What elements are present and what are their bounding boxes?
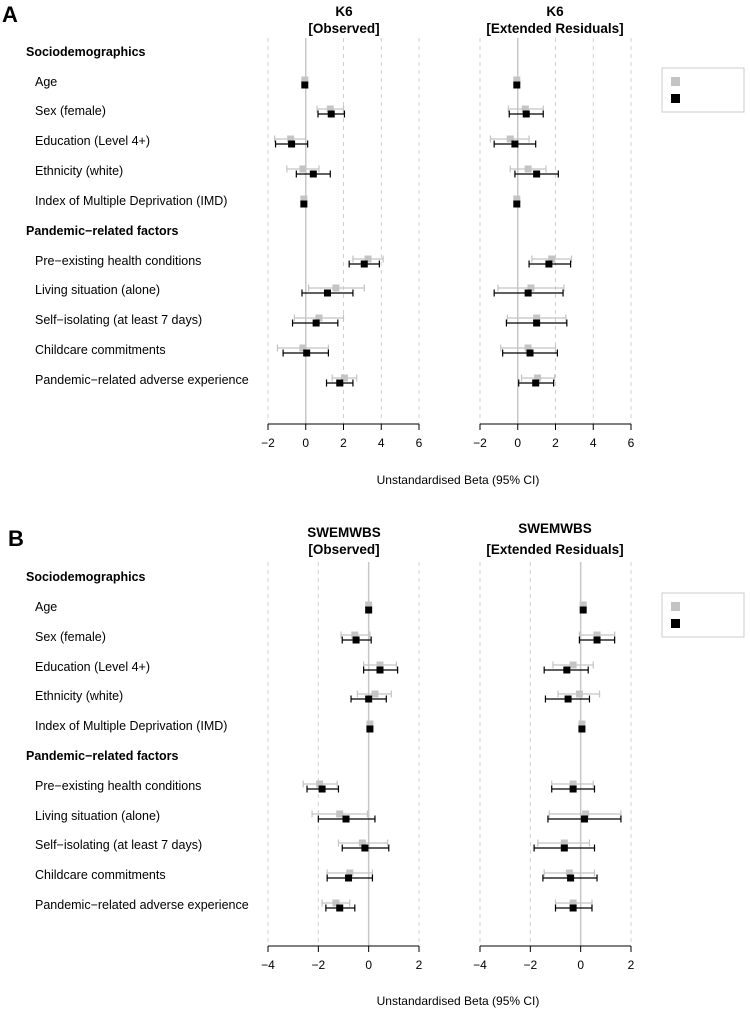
panel-b-row-label: Index of Multiple Deprivation (IMD) (35, 719, 228, 733)
panel-a-left-title-line1: K6 (335, 4, 353, 19)
panel-b-group-header-pandemic: Pandemic−related factors (26, 749, 179, 763)
panel-b-point-adjusted (343, 816, 350, 823)
panel-b-x-tick-label: 2 (627, 958, 635, 972)
panel-a-letter: A (2, 2, 18, 27)
panel-b-point-adjusted (561, 845, 568, 852)
panel-b-point-adjusted (353, 637, 360, 644)
panel-a-legend-swatch-adjusted (671, 94, 680, 103)
panel-a-x-tick-label: 6 (415, 436, 423, 450)
panel-b-left-title-line1: SWEMWBS (307, 525, 381, 540)
panel-b-point-adjusted (570, 786, 577, 793)
panel-a-point-adjusted (328, 111, 335, 118)
panel-b-point-adjusted (563, 667, 570, 674)
panel-b-row-label: Childcare commitments (35, 868, 166, 882)
panel-b-row-label: Self−isolating (at least 7 days) (35, 838, 203, 852)
panel-b-row-label: Living situation (alone) (35, 809, 161, 823)
panel-b-row-label: Pandemic−related adverse experience (35, 898, 249, 912)
panel-a-legend-box (662, 68, 744, 112)
panel-b-x-tick-label: −2 (523, 958, 538, 972)
panel-a-point-adjusted (533, 320, 540, 327)
panel-b-point-adjusted (365, 696, 372, 703)
panel-a-point-adjusted (324, 290, 331, 297)
panel-b-plot-observed (261, 562, 423, 972)
panel-a-point-adjusted (527, 350, 534, 357)
panel-a-xlabel: Unstandardised Beta (95% CI) (376, 473, 540, 487)
panel-a-x-tick-label: −2 (261, 436, 275, 450)
panel-a-point-adjusted (361, 261, 368, 268)
panel-a-legend-swatch-unadjusted (671, 77, 680, 86)
panel-b-row-label: Pre−existing health conditions (35, 779, 202, 793)
panel-b-point-adjusted (365, 607, 372, 614)
panel-a-point-adjusted (336, 380, 343, 387)
panel-a-point-adjusted (533, 171, 540, 178)
panel-b-row-label: Education (Level 4+) (35, 660, 151, 674)
panel-b-x-tick-label: −2 (311, 958, 326, 972)
panel-a-point-adjusted (288, 141, 295, 148)
panel-b-point-adjusted (376, 667, 383, 674)
panel-b-row-label: Ethnicity (white) (35, 689, 124, 703)
panel-a-left-title-line2: [Observed] (308, 21, 380, 36)
panel-a-right-title-line2: [Extended Residuals] (486, 21, 624, 36)
panel-a-point-unadjusted (525, 166, 532, 173)
panel-b-point-adjusted (361, 845, 368, 852)
panel-a-x-tick-label: 4 (589, 436, 597, 450)
panel-b-right-title-line1: SWEMWBS (518, 521, 592, 536)
panel-b-plot-extended-residuals (473, 562, 635, 972)
panel-a-point-adjusted (301, 82, 308, 89)
panel-b-point-unadjusted (336, 811, 343, 818)
panel-a-point-adjusted (532, 380, 539, 387)
panel-b-point-unadjusted (576, 691, 583, 698)
panel-a-point-adjusted (513, 201, 520, 208)
panel-a-plot-observed (261, 38, 423, 450)
panel-a-point-adjusted (525, 290, 532, 297)
panel-b-point-adjusted (567, 875, 574, 882)
panel-a-row-label: Index of Multiple Deprivation (IMD) (35, 194, 228, 208)
panel-a-point-unadjusted (299, 166, 306, 173)
panel-a-x-tick-label: 6 (627, 436, 635, 450)
panel-b-point-adjusted (345, 875, 352, 882)
panel-b-right-title-line2: [Extended Residuals] (486, 542, 624, 557)
panel-a-right-title-line1: K6 (546, 4, 564, 19)
panel-b-point-adjusted (578, 726, 585, 733)
panel-a-row-label: Ethnicity (white) (35, 164, 124, 178)
panel-b-point-adjusted (570, 905, 577, 912)
panel-b-point-adjusted (581, 816, 588, 823)
panel-b-group-header-sociodemographics: Sociodemographics (26, 570, 146, 584)
panel-a-point-adjusted (313, 320, 320, 327)
panel-a-row-label: Pandemic−related adverse experience (35, 373, 249, 387)
panel-b-x-tick-label: −4 (261, 958, 275, 972)
panel-b-legend-box (662, 593, 744, 637)
panel-a-x-tick-label: −2 (473, 436, 487, 450)
panel-b-row-label: Age (35, 600, 58, 614)
panel-a-row-label: Living situation (alone) (35, 283, 161, 297)
panel-a-plot-extended-residuals (473, 38, 635, 450)
panel-b-point-adjusted (580, 607, 587, 614)
panel-a-x-tick-label: 4 (377, 436, 385, 450)
panel-a-row-label: Pre−existing health conditions (35, 254, 202, 268)
panel-b-point-unadjusted (371, 691, 378, 698)
panel-a-point-adjusted (300, 201, 307, 208)
panel-a-group-header-sociodemographics: Sociodemographics (26, 45, 146, 59)
panel-b-left-title-line2: [Observed] (308, 542, 380, 557)
panel-a-row-label: Self−isolating (at least 7 days) (35, 313, 203, 327)
panel-a-row-label: Sex (female) (35, 104, 106, 118)
panel-a-point-adjusted (310, 171, 317, 178)
panel-b-legend-swatch-adjusted (671, 619, 680, 628)
panel-b-point-adjusted (366, 726, 373, 733)
panel-a-point-adjusted (513, 82, 520, 89)
panel-b-letter: B (8, 526, 24, 551)
panel-a-x-tick-label: 2 (552, 436, 559, 450)
panel-a-point-adjusted (303, 350, 310, 357)
panel-b-x-tick-label: 2 (415, 958, 423, 972)
panel-b-point-adjusted (565, 696, 572, 703)
panel-b-xlabel: Unstandardised Beta (95% CI) (376, 994, 540, 1008)
panel-b-x-tick-label: 0 (365, 958, 373, 972)
panel-a-row-label: Education (Level 4+) (35, 134, 151, 148)
panel-b-x-tick-label: −4 (473, 958, 487, 972)
panel-a-group-header-pandemic: Pandemic−related factors (26, 224, 179, 238)
panel-b-point-unadjusted (570, 662, 577, 669)
panel-b-point-adjusted (319, 786, 326, 793)
panel-b-point-adjusted (336, 905, 343, 912)
panel-a-point-adjusted (545, 261, 552, 268)
panel-a-point-unadjusted (332, 285, 339, 292)
panel-a-x-tick-label: 2 (340, 436, 347, 450)
panel-b-legend-swatch-unadjusted (671, 602, 680, 611)
panel-a-point-adjusted (523, 111, 530, 118)
panel-b-row-label: Sex (female) (35, 630, 106, 644)
panel-a-point-adjusted (511, 141, 518, 148)
panel-a-row-label: Age (35, 75, 58, 89)
panel-b-point-adjusted (594, 637, 601, 644)
panel-a-x-tick-label: 0 (514, 436, 522, 450)
panel-b-x-tick-label: 0 (577, 958, 585, 972)
panel-a-x-tick-label: 0 (302, 436, 310, 450)
panel-a-row-label: Childcare commitments (35, 343, 166, 357)
